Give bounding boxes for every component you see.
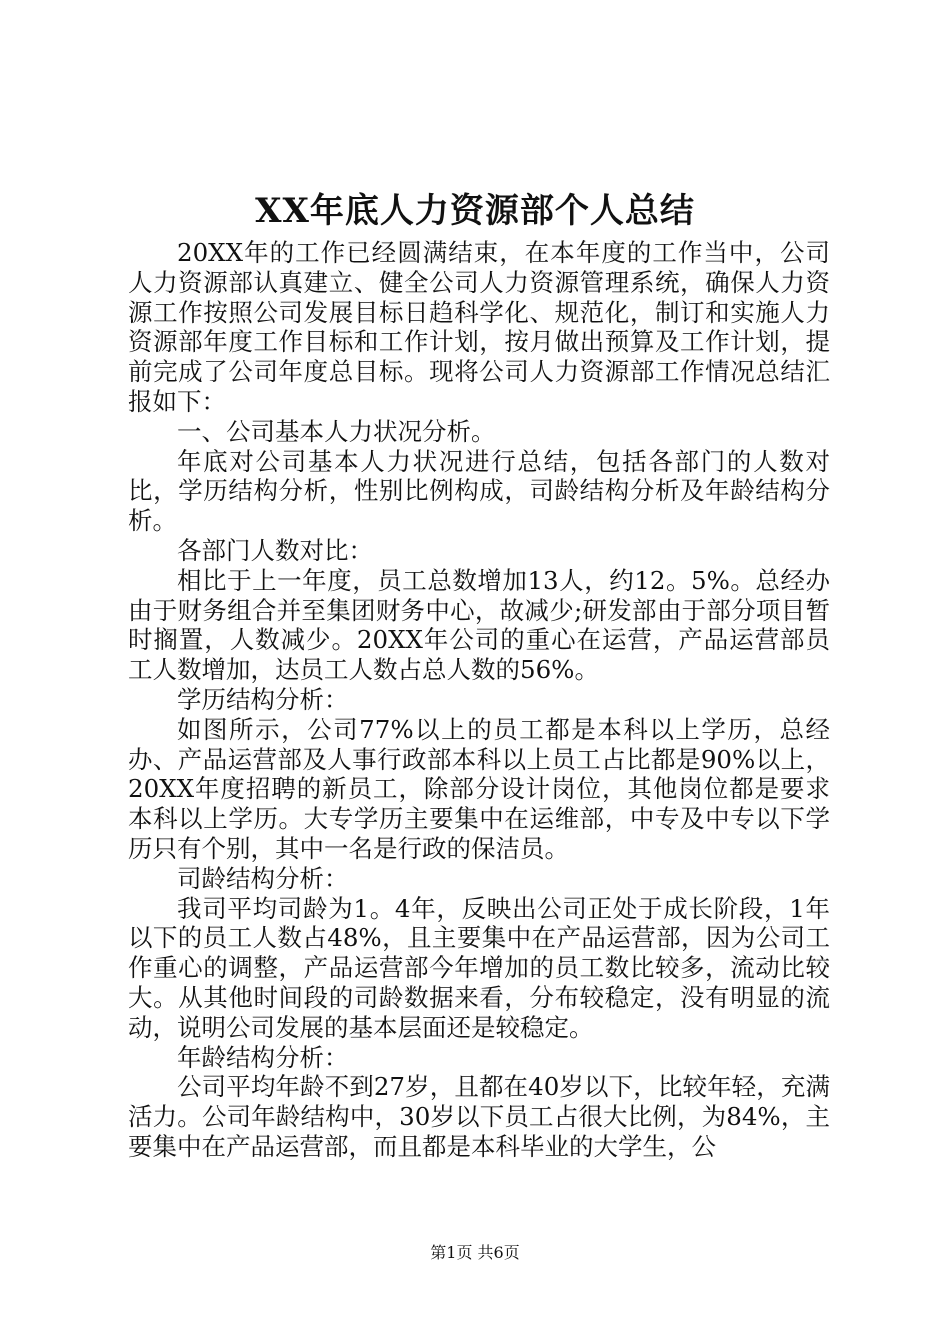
page-number: 第1页 共6页: [430, 1243, 520, 1262]
subheading-education: 学历结构分析：: [177, 684, 349, 714]
paragraph-basic-staff: 年底对公司基本人力状况进行总结，包括各部门的人数对比，学历结构分析，性别比例构成，司龄结构分析及年龄结构分析。: [128, 446, 830, 536]
paragraph-education: 如图所示，公司77%以上的员工都是本科以上学历，总经办、产品运营部及人事行政部本科以上员工占比都是90%以上，20XX年度招聘的新员工，除部分设计岗位，其他岗位都是要求本科以上学历。大专学历主要集中在运维部，中专及中专以下学历只有个别，其中一名是行政的保洁员。: [128, 714, 830, 863]
page-footer: [0, 1243, 950, 1263]
document-body: [128, 238, 830, 1162]
subheading-tenure: 司龄结构分析：: [177, 863, 349, 893]
paragraph-department-count: 相比于上一年度，员工总数增加13人，约12。5%。总经办由于财务组合并至集团财务中心，故减少;研发部由于部分项目暂时搁置，人数减少。20XX年公司的重心在运营，产品运营部员工人数增加，达员工人数占总人数的56%。: [128, 565, 830, 685]
subheading-age: 年龄结构分析：: [177, 1042, 349, 1072]
section-heading-basic-staff: 一、公司基本人力状况分析。: [177, 416, 496, 446]
paragraph-age: 公司平均年龄不到27岁，且都在40岁以下，比较年轻，充满活力。公司年龄结构中，30岁以下员工占很大比例，为84%，主要集中在产品运营部，而且都是本科毕业的大学生，公: [128, 1072, 830, 1161]
paragraph-intro: 20XX年的工作已经圆满结束，在本年度的工作当中，公司人力资源部认真建立、健全公司人力资源管理系统，确保人力资源工作按照公司发展目标日趋科学化、规范化，制订和实施人力资源部年度工作目标和工作计划，按月做出预算及工作计划，提前完成了公司年度总目标。现将公司人力资源部工作情况总结汇报如下：: [128, 238, 830, 416]
document-title: XX年底人力资源部个人总结: [255, 191, 695, 231]
paragraph-tenure: 我司平均司龄为1。4年，反映出公司正处于成长阶段，1年以下的员工人数占48%，且主要集中在产品运营部，因为公司工作重心的调整，产品运营部今年增加的员工数比较多，流动比较大。从其他时间段的司龄数据来看，分布较稳定，没有明显的流动，说明公司发展的基本层面还是较稳定。: [128, 893, 830, 1042]
subheading-department-count: 各部门人数对比：: [177, 535, 373, 565]
